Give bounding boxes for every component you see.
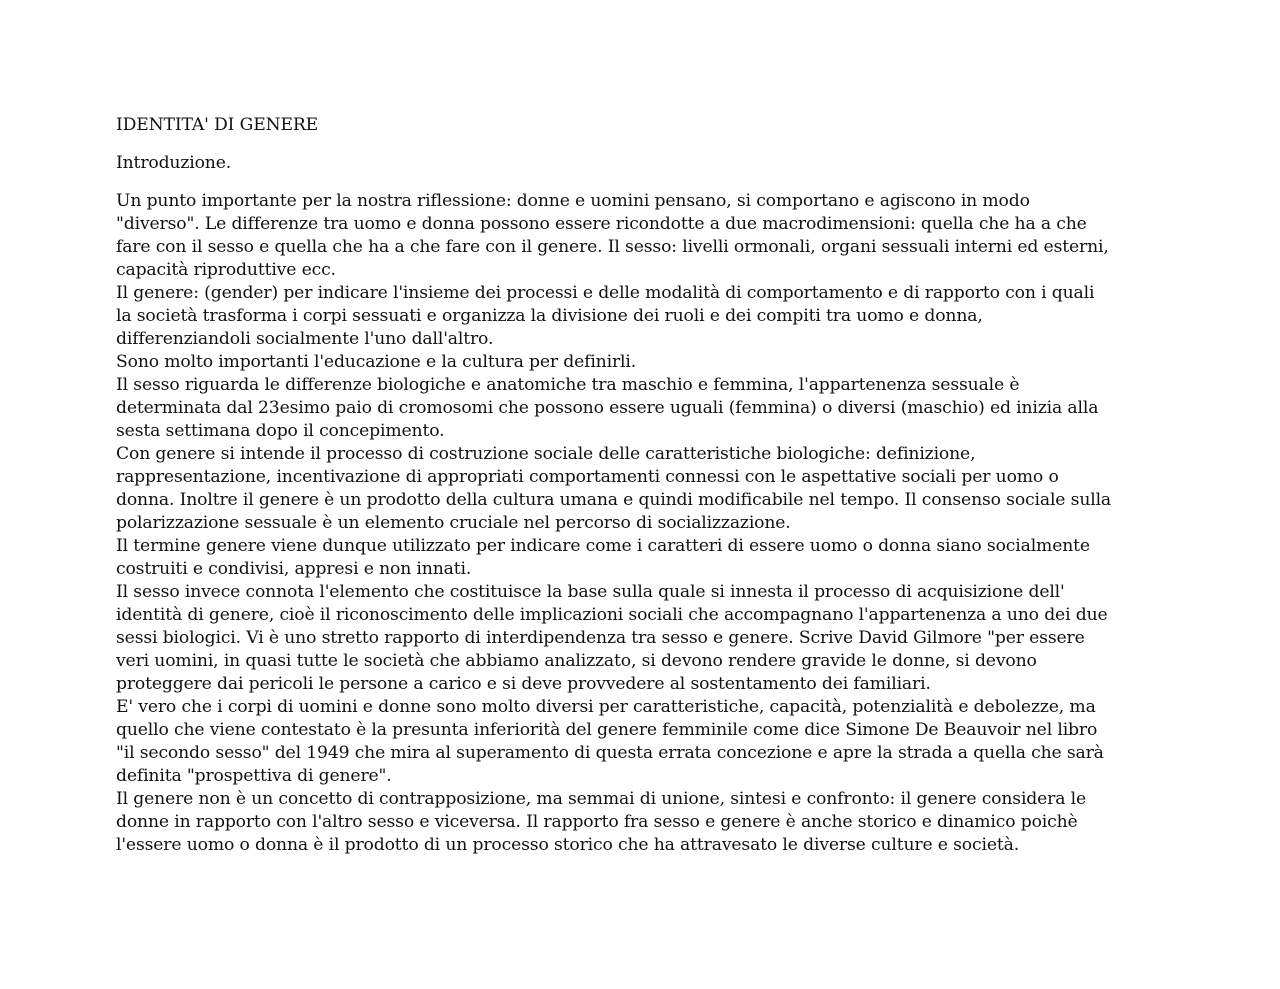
text-line: Il termine genere viene dunque utilizzato per indicare come i caratteri di essere uomo o donna siano socialmente bbox=[116, 536, 1090, 556]
text-line: Il genere non è un concetto di contrapposizione, ma semmai di unione, sintesi e confronto: il genere considera le bbox=[116, 789, 1087, 809]
text-line: rappresentazione, incentivazione di appropriati comportamenti connessi con le aspettative sociali per uomo o bbox=[116, 467, 1059, 487]
text-line: la società trasforma i corpi sessuati e organizza la divisione dei ruoli e dei compiti tra uomo e donna, bbox=[116, 306, 983, 326]
text-line: "il secondo sesso" del 1949 che mira al superamento di questa errata concezione e apre la strada a quella che sarà bbox=[116, 743, 1104, 763]
text-line: differenziandoli socialmente l'uno dall'altro. bbox=[116, 329, 494, 349]
text-line: determinata dal 23esimo paio di cromosomi che possono essere uguali (femmina) o diversi (maschio) ed inizia alla bbox=[116, 398, 1099, 418]
text-line: identità di genere, cioè il riconoscimento delle implicazioni sociali che accompagnano l'appartenenza a uno dei due bbox=[116, 605, 1108, 625]
document-title: IDENTITA' DI GENERE bbox=[116, 115, 319, 135]
text-line: Con genere si intende il processo di costruzione sociale delle caratteristiche biologiche: definizione, bbox=[116, 444, 976, 464]
body-text bbox=[116, 190, 1176, 857]
text-line: capacità riproduttive ecc. bbox=[116, 260, 336, 280]
text-line: donne in rapporto con l'altro sesso e viceversa. Il rapporto fra sesso e genere è anche storico e dinamico poichè bbox=[116, 812, 1078, 832]
text-line: sesta settimana dopo il concepimento. bbox=[116, 421, 445, 441]
text-line: E' vero che i corpi di uomini e donne sono molto diversi per caratteristiche, capacità, potenzialità e debolezze, ma bbox=[116, 697, 1096, 717]
text-line: Un punto importante per la nostra riflessione: donne e uomini pensano, si comportano e agiscono in modo bbox=[116, 191, 1030, 211]
text-line: sessi biologici. Vi è uno stretto rapporto di interdipendenza tra sesso e genere. Scrive David Gilmore "per essere bbox=[116, 628, 1085, 648]
text-line: quello che viene contestato è la presunta inferiorità del genere femminile come dice Simone De Beauvoir nel libro bbox=[116, 720, 1098, 740]
text-line: fare con il sesso e quella che ha a che fare con il genere. Il sesso: livelli ormonali, organi sessuali interni ed esterni, bbox=[116, 237, 1109, 257]
text-line: Il sesso riguarda le differenze biologiche e anatomiche tra maschio e femmina, l'appartenenza sessuale è bbox=[116, 375, 1020, 395]
text-line: definita "prospettiva di genere". bbox=[116, 766, 392, 786]
text-line: proteggere dai pericoli le persone a carico e si deve provvedere al sostentamento dei familiari. bbox=[116, 674, 931, 694]
text-line: costruiti e condivisi, appresi e non innati. bbox=[116, 559, 472, 579]
text-line: donna. Inoltre il genere è un prodotto della cultura umana e quindi modificabile nel tempo. Il consenso sociale sulla bbox=[116, 490, 1112, 510]
text-line: "diverso". Le differenze tra uomo e donna possono essere ricondotte a due macrodimensioni: quella che ha a che bbox=[116, 214, 1087, 234]
intro-heading: Introduzione. bbox=[116, 153, 232, 173]
text-line: l'essere uomo o donna è il prodotto di un processo storico che ha attravesato le diverse culture e società. bbox=[116, 835, 1020, 855]
document-page bbox=[116, 114, 1176, 857]
text-line: Il genere: (gender) per indicare l'insieme dei processi e delle modalità di comportamento e di rapporto con i quali bbox=[116, 283, 1095, 303]
text-line: Sono molto importanti l'educazione e la cultura per definirli. bbox=[116, 352, 637, 372]
text-line: polarizzazione sessuale è un elemento cruciale nel percorso di socializzazione. bbox=[116, 513, 791, 533]
text-line: Il sesso invece connota l'elemento che costituisce la base sulla quale si innesta il processo di acquisizione dell' bbox=[116, 582, 1065, 602]
text-line: veri uomini, in quasi tutte le società che abbiamo analizzato, si devono rendere gravide le donne, si devono bbox=[116, 651, 1037, 671]
